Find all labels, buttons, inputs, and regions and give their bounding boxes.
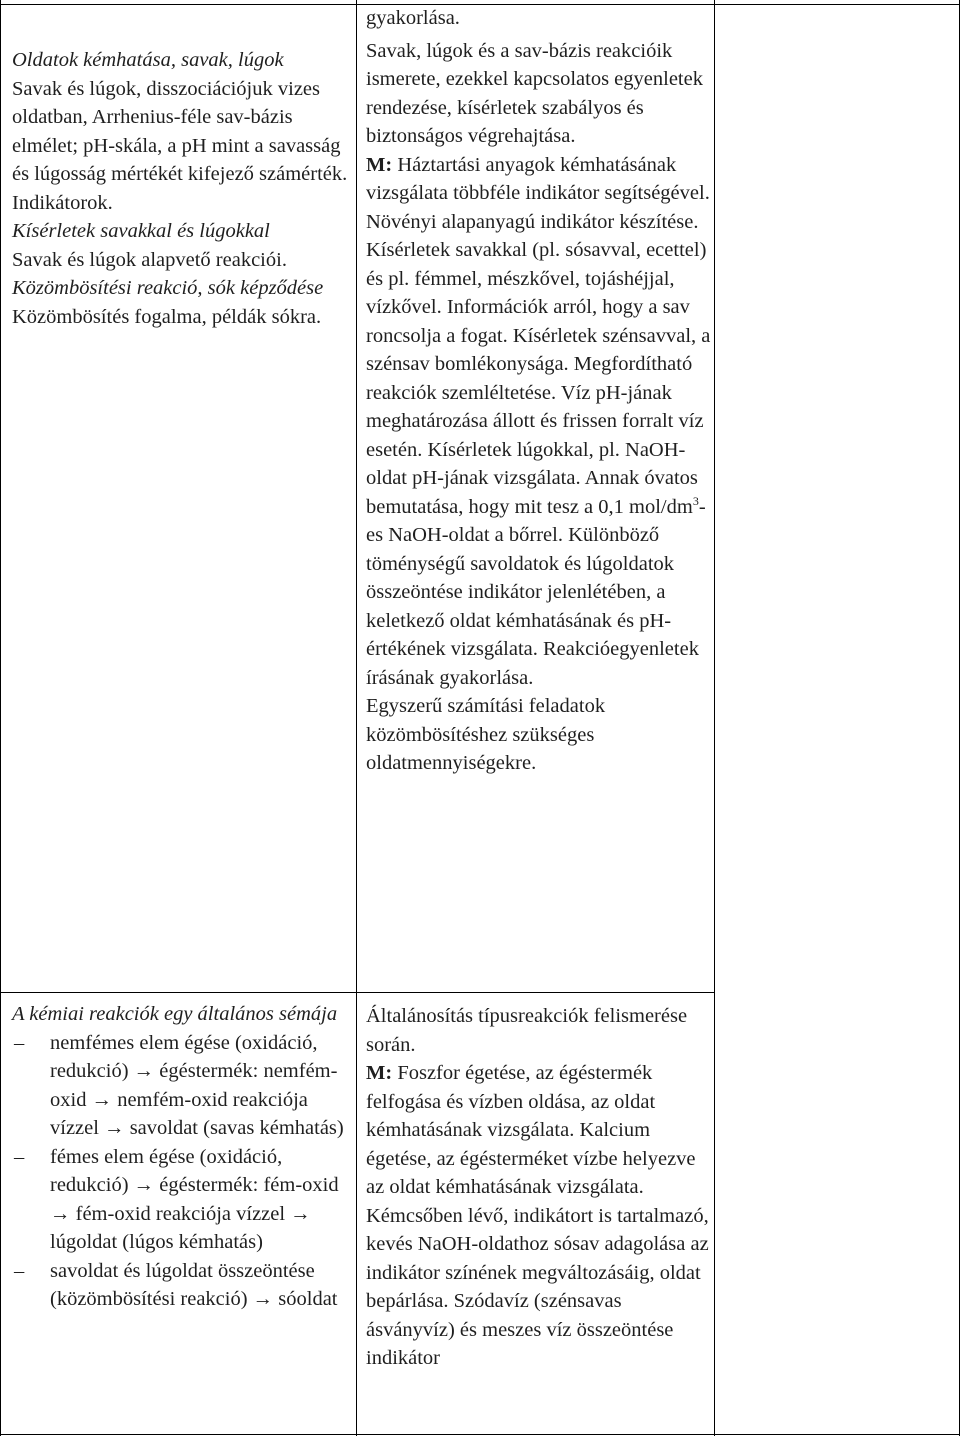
activities-intro-savak: Savak, lúgok és a sav-bázis reakcióik ismerete, ezekkel kapcsolatos egyenletek rendezése, kísérletek szabályos és biztonságos végrehajtása. [366,39,703,147]
section-body-kiserletek: Savak és lúgok alapvető reakciói. [12,248,287,271]
superscript-3: 3 [692,493,699,508]
section-body-oldatok: Savak és lúgok, disszociációjuk vizes oldatban, Arrhenius-féle sav-bázis elmélet; pH-skála, a pH mint a savasság és lúgosság mértékét kifejező számérték. Indikátorok. [12,77,348,214]
dash-bullet: – [14,1031,25,1054]
section-title-kozombosites: Közömbösítési reakció, sók képződése [12,277,324,299]
activities-intro-altalanositas: Általánosítás típusreakciók felismerése során. [366,1005,688,1056]
list-item: – savoldat és lúgoldat összeöntése (közömbösítési reakció) → sóoldat [12,1257,348,1314]
list-item: – fémes elem égése (oxidáció, redukció) → égéstermék: fém-oxid → fém-oxid reakciója vízzel → lúgoldat (lúgos kémhatás) [12,1143,348,1257]
section-title-oldatok: Oldatok kémhatása, savak, lúgok [12,49,284,71]
section-body-kozombosites: Közömbösítés fogalma, példák sókra. [12,305,322,328]
m-label: M: [366,1062,393,1084]
activities-cell-row1 [366,4,711,778]
activities-calculation: Egyszerű számítási feladatok közömbösítéshez szükséges oldatmennyiségekre. [366,695,606,774]
section-title-reakciok-sema: A kémiai reakciók egy általános sémája [12,1003,338,1025]
dash-bullet: – [14,1145,25,1168]
row-divider [0,992,714,993]
column-divider-1 [356,0,357,1436]
dash-bullet: – [14,1259,25,1282]
section-title-kiserletek: Kísérletek savakkal és lúgokkal [12,220,270,242]
m-label: M: [366,153,393,176]
list-item: – nemfémes elem égése (oxidáció, redukció) → égéstermék: nemfém-oxid → nemfém-oxid reakciója vízzel → savoldat (savas kémhatás) [12,1029,348,1143]
table-border-left [0,0,1,1436]
continued-fragment: gyakorlása. [366,7,460,29]
topics-cell-row1 [12,46,348,331]
topics-cell-row2 [12,1000,348,1314]
activities-examples-foszfor: M: Foszfor égetése, az égéstermék felfogása és vízben oldása, az oldat kémhatásának vizsgálata. Kalcium égetése, az égésterméket vízbe helyezve az oldat kémhatásának vizsgálata. Kémcsőben lévő, indikátort is tartalmazó, kevés NaOH-oldathoz sósav adagolása az indikátor színének megváltozásáig, oldat bepárlása. Szódavíz (szénsavas ásványvíz) és meszes víz összeöntése indikátor [366,1062,709,1369]
table-border-bottom [0,1434,960,1435]
column-divider-2 [714,0,715,1436]
activities-cell-row2 [366,1002,711,1373]
activities-examples-savak: M: Háztartási anyagok kémhatásának vizsgálata többféle indikátor segítségével. Növényi alapanyagú indikátor készítése. Kísérletek savakkal (pl. sósavval, ecettel) és pl. fémmel, mészkővel, tojáshéjjal, vízkővel. Információk arról, hogy a sav roncsolja a fogat. Kísérletek szénsavval, a szénsav bomlékonysága. Megfordítható reakciók szemléltetése. Víz pH-jának meghatározása állott és frissen forralt víz esetén. Kísérletek lúgokkal, pl. NaOH-oldat pH-jának vizsgálata. Annak óvatos bemutatása, hogy mit tesz a 0,1 mol/$dm^3-es$ NaOH-oldat a bőrrel. Különböző töménységű savoldatok és lúgoldatok összeöntése indikátor jelenlétében, a keletkező oldat kémhatásának és pH-értékének vizsgálata. Reakcióegyenletek írásának gyakorlása. [366,153,711,689]
reaction-scheme-list [12,1029,348,1314]
